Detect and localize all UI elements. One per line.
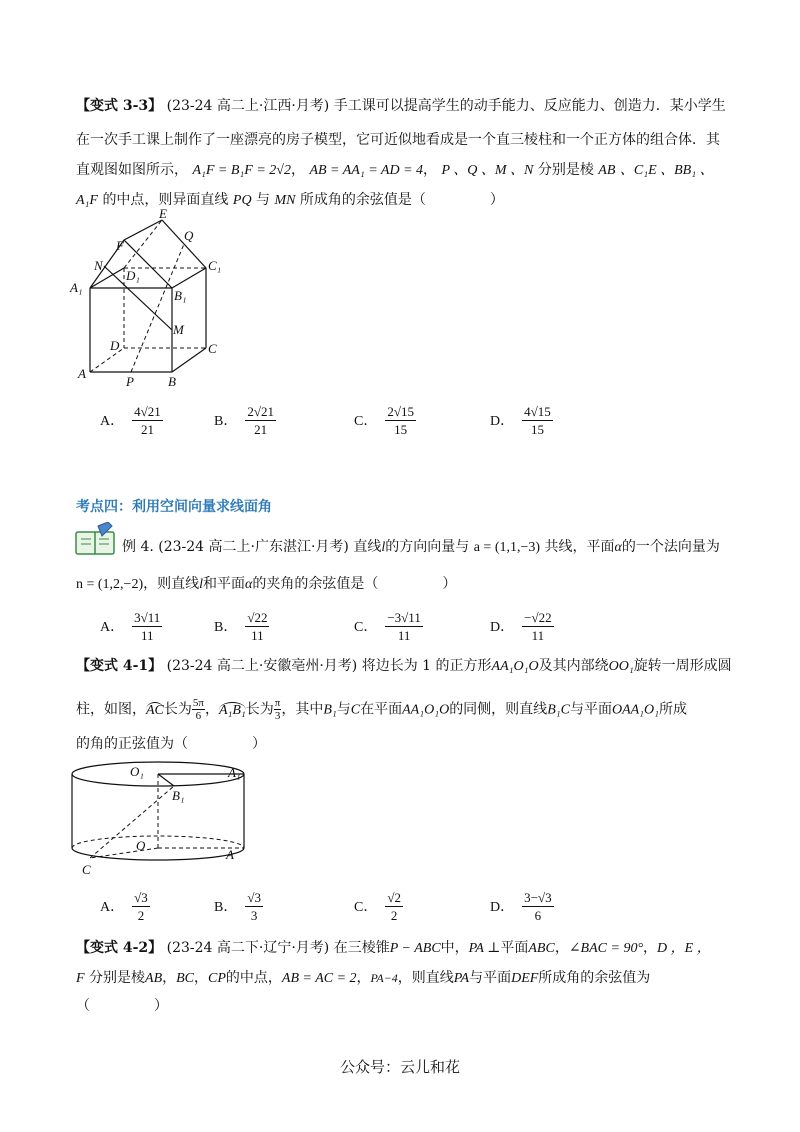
q42-tag: 【变式 4-2】	[76, 940, 163, 956]
denominator: 2	[390, 907, 398, 923]
ex4-option-a[interactable]	[100, 604, 162, 648]
denominator: 11	[531, 627, 545, 643]
numerator: 2√15	[387, 403, 414, 419]
denominator: 21	[140, 421, 154, 437]
q42-line1	[76, 938, 711, 959]
label-E: E	[159, 208, 167, 221]
q42-def: DEF	[511, 971, 539, 986]
fraction	[522, 890, 553, 923]
option-label: B．	[214, 414, 238, 429]
q33-text-5c: 所成角的余弦值是（	[299, 192, 426, 208]
q41-line3	[76, 734, 266, 754]
label-N: N	[94, 258, 103, 273]
option-label: C．	[354, 414, 378, 429]
ex4-vec-n: n = (1,2,−2)	[76, 577, 144, 592]
fraction	[245, 404, 276, 437]
q41-text-2e: ，其中	[281, 701, 324, 718]
house-figure	[66, 208, 236, 393]
q41-tag: 【变式 4-1】	[76, 658, 163, 674]
label-A: A	[226, 847, 234, 862]
q33-mn: MN	[274, 193, 296, 208]
fraction	[132, 890, 150, 923]
q42-text-1d: ，	[554, 940, 569, 956]
ex4-text-1a: 直线	[353, 539, 382, 555]
q41-text-2c: ，	[204, 701, 219, 718]
ex4-text-1d: 的一个法向量为	[621, 539, 720, 555]
label-D: D	[110, 338, 120, 353]
q33-line3: 直观图如图所示， A₁F = B₁F = 2√2， AB = AA₁ = AD = 4， P 、Q 、M 、N 分别是棱 AB 、C₁E 、BB₁ 、	[76, 162, 714, 178]
q42-text-1b: 中，	[440, 940, 469, 956]
fraction-5pi-6	[192, 697, 205, 722]
numerator: √3	[134, 889, 148, 905]
denominator: 21	[254, 421, 268, 437]
q41-text-2j: 所成	[659, 701, 688, 718]
ex4-line2	[76, 574, 456, 595]
q33-tag: 【变式 3-3】	[76, 98, 163, 114]
fraction	[385, 890, 403, 923]
q42-text-2g: ，则直线	[397, 970, 454, 986]
numerator: 2√21	[247, 403, 274, 419]
q42-pa: PA	[453, 971, 470, 986]
ex4-tag: 例 4.	[122, 539, 154, 555]
option-label: C．	[354, 900, 378, 915]
ex4-text-2b: 和平面	[203, 576, 246, 592]
q41-text-2b: 长为	[163, 701, 192, 718]
q41-option-d[interactable]	[490, 884, 554, 928]
ex4-l: l	[381, 540, 386, 555]
option-label: B．	[214, 620, 238, 635]
ex4-text-2c: 的夹角的余弦值是（	[252, 576, 379, 592]
denominator: 6	[534, 907, 542, 923]
ex4-source: (23-24 高二上·广东湛江·月考)	[158, 539, 349, 555]
q42-text-2c: ，	[194, 970, 209, 986]
q41-square: AA₁O₁O	[491, 659, 539, 674]
ex4-text-1b: 的方向向量与	[385, 539, 470, 555]
q41-arc-ac: AC	[146, 702, 164, 718]
q41-plane: AA₁O₁O	[402, 702, 450, 718]
q41-text-2i: 与平面	[569, 701, 612, 718]
q33-eq2: AB = AA₁ = AD = 4	[309, 163, 424, 178]
q33-text-5: 的中点，则异面直线	[102, 192, 229, 208]
label-P: P	[126, 374, 134, 389]
denominator: 6	[195, 710, 202, 722]
q33-eq1: A₁F = B₁F = 2√2	[192, 163, 291, 178]
numerator: 3√11	[134, 609, 161, 625]
ex4-option-d[interactable]	[490, 604, 554, 648]
q41-text-1a: 将边长为 1 的正方形	[361, 658, 492, 674]
numerator: −√22	[524, 609, 552, 625]
label-O1: O₁	[130, 764, 144, 779]
q42-text-2i: 所成角的余弦值为	[538, 970, 651, 986]
label-O: O	[136, 838, 146, 853]
q33-edge-a1f: A₁F	[76, 193, 98, 208]
label-B: B	[168, 374, 176, 389]
q41-option-c[interactable]	[354, 884, 403, 928]
ex4-alpha: α	[614, 540, 622, 555]
cylinder-figure	[66, 758, 256, 880]
denominator: 11	[397, 627, 411, 643]
numerator: √2	[387, 889, 401, 905]
q42-line3	[76, 996, 168, 1016]
ex4-option-b[interactable]	[214, 604, 269, 648]
q42-text-1c: 平面	[500, 940, 529, 956]
q41-option-b[interactable]	[214, 884, 263, 928]
denominator: 3	[250, 907, 258, 923]
q41-options	[100, 884, 620, 928]
q42-points: D ，E ，	[657, 941, 711, 956]
q33-line1	[76, 96, 726, 116]
numerator: π	[274, 697, 281, 709]
numerator: 5π	[192, 697, 204, 709]
q41-line1	[76, 656, 732, 677]
q41-text-2g: 在平面	[360, 701, 403, 718]
q41-axis: OO₁	[608, 659, 634, 674]
q33-pq: PQ	[232, 193, 252, 208]
q33-points: P 、Q 、M 、N	[441, 163, 534, 178]
label-M: M	[173, 322, 184, 337]
q41-text-1b: 及其内部绕	[538, 658, 609, 674]
option-label: D．	[490, 900, 515, 915]
q42-text-1a: 在三棱锥	[333, 940, 390, 956]
q42-cp: CP	[208, 971, 226, 986]
q41-text-2h: 的同侧，则直线	[449, 701, 548, 718]
denominator: 11	[140, 627, 154, 643]
ex4-vec-a: a = (1,1,−3)	[473, 540, 541, 555]
label-D1: D₁	[126, 268, 140, 283]
label-A1: A₁	[228, 765, 241, 780]
q42-abc: ABC	[528, 941, 555, 956]
label-F: F	[116, 238, 124, 253]
q33-source: (23-24 高二上·江西·月考)	[166, 98, 330, 114]
q33-option-c[interactable]	[354, 398, 416, 442]
q42-text-1e: ，	[643, 940, 658, 956]
denominator: 3	[274, 710, 281, 722]
q41-text-2d: 长为	[245, 701, 274, 718]
label-C: C	[208, 341, 217, 356]
q33-text-3b: 分别是棱	[537, 162, 594, 178]
denominator: 15	[394, 421, 408, 437]
label-C1: C₁	[208, 258, 222, 273]
q42-text-2e: ，	[356, 970, 371, 986]
ex4-text-1c: 共线，平面	[544, 539, 615, 555]
numerator: √22	[247, 609, 268, 625]
q33-text-2: 在一次手工课上制作了一座漂亮的房子模型，它可近似地看成是一个直三棱柱和一个正方体的组合体．其	[76, 132, 720, 148]
q33-option-a[interactable]	[100, 398, 163, 442]
q42-pyramid: P − ABC	[389, 941, 441, 956]
q41-line2	[76, 697, 687, 722]
numerator: 3−√3	[524, 889, 552, 905]
denominator: 2	[137, 907, 145, 923]
q33-text-3a: 直观图如图所示，	[76, 162, 188, 178]
fraction	[385, 404, 416, 437]
q33-close-paren: ）	[489, 192, 504, 208]
numerator: √3	[247, 889, 261, 905]
ex4-options	[100, 604, 620, 648]
q33-text-5b: 与	[256, 192, 271, 208]
ex4-alpha2: α	[245, 577, 253, 592]
q33-line2	[76, 130, 720, 150]
ex4-close-paren: ）	[442, 576, 457, 592]
q41-text-2f: 与	[336, 701, 351, 718]
q42-perp: PA ⊥	[468, 941, 501, 956]
q41-close-paren: ）	[252, 736, 266, 752]
q41-option-a[interactable]	[100, 884, 150, 928]
label-Q: Q	[184, 228, 194, 243]
q33-option-d[interactable]	[490, 398, 553, 442]
fraction	[522, 404, 553, 437]
q42-text-3: （	[76, 998, 90, 1014]
fraction	[132, 610, 162, 643]
label-B1: B₁	[172, 788, 185, 803]
q42-ab: AB	[145, 971, 163, 986]
q41-c: C	[350, 702, 361, 718]
q41-arc-a1b1: A₁B₁	[218, 702, 246, 718]
option-label: D．	[490, 414, 515, 429]
label-C: C	[82, 862, 91, 877]
ex4-text-2a: ，则直线	[143, 576, 200, 592]
option-label: A．	[100, 620, 125, 635]
option-label: D．	[490, 620, 515, 635]
label-A1: A₁	[70, 280, 83, 295]
footer-wechat: 公众号：云儿和花	[339, 1058, 460, 1076]
q42-text-2b: ，	[162, 970, 177, 986]
q42-text-2d: 的中点，	[225, 970, 282, 986]
q42-close-paren: ）	[154, 998, 168, 1014]
ex4-option-c[interactable]	[354, 604, 423, 648]
numerator: −3√11	[387, 609, 421, 625]
q33-edge-ab: AB	[598, 163, 616, 178]
q41-source: (23-24 高二上·安徽亳州·月考)	[166, 658, 358, 674]
q42-line2	[76, 968, 650, 989]
q41-text-1c: 旋转一周形成圆	[633, 658, 732, 674]
fraction	[522, 610, 553, 643]
option-label: A．	[100, 900, 125, 915]
q42-angle: ∠BAC = 90°	[568, 941, 644, 956]
q41-plane2: OAA₁O₁	[611, 702, 660, 718]
q42-f: F	[76, 971, 85, 986]
q41-line-b1c: B₁C	[547, 702, 570, 718]
numerator: 4√15	[524, 403, 551, 419]
q33-edges: 、C₁E 、BB₁ 、	[619, 163, 714, 178]
option-label: A．	[100, 414, 125, 429]
denominator: 11	[251, 627, 264, 643]
q33-options	[100, 398, 620, 442]
q42-eq: AB = AC = 2	[281, 971, 357, 986]
numerator: 4√21	[134, 403, 161, 419]
label-A: A	[78, 366, 86, 381]
fraction	[245, 610, 269, 643]
ex4-line1	[122, 537, 720, 558]
book-pencil-icon	[74, 522, 118, 556]
option-label: C．	[354, 620, 378, 635]
fraction	[245, 890, 263, 923]
q42-bc: BC	[176, 971, 195, 986]
q33-text-1: 手工课可以提高学生的动手能力、反应能力、创造力．某小学生	[333, 98, 726, 114]
q42-text-2a: 分别是棱	[89, 970, 146, 986]
fraction	[385, 610, 422, 643]
q42-source: (23-24 高二下·辽宁·月考)	[166, 940, 330, 956]
ex4-l2: l	[199, 577, 204, 592]
q33-option-b[interactable]	[214, 398, 276, 442]
label-B1: B₁	[174, 288, 187, 303]
q41-text-3: 的角的正弦值为（	[76, 736, 188, 752]
q41-text-2a: 柱，如图，	[76, 701, 146, 718]
denominator: 15	[530, 421, 544, 437]
option-label: B．	[214, 900, 238, 915]
q42-pa4: PA−4	[370, 971, 398, 985]
section-heading: 考点四：利用空间向量求线面角	[76, 499, 272, 515]
q42-text-2h: 与平面	[469, 970, 512, 986]
q41-b1: B₁	[323, 702, 337, 718]
fraction	[132, 404, 163, 437]
